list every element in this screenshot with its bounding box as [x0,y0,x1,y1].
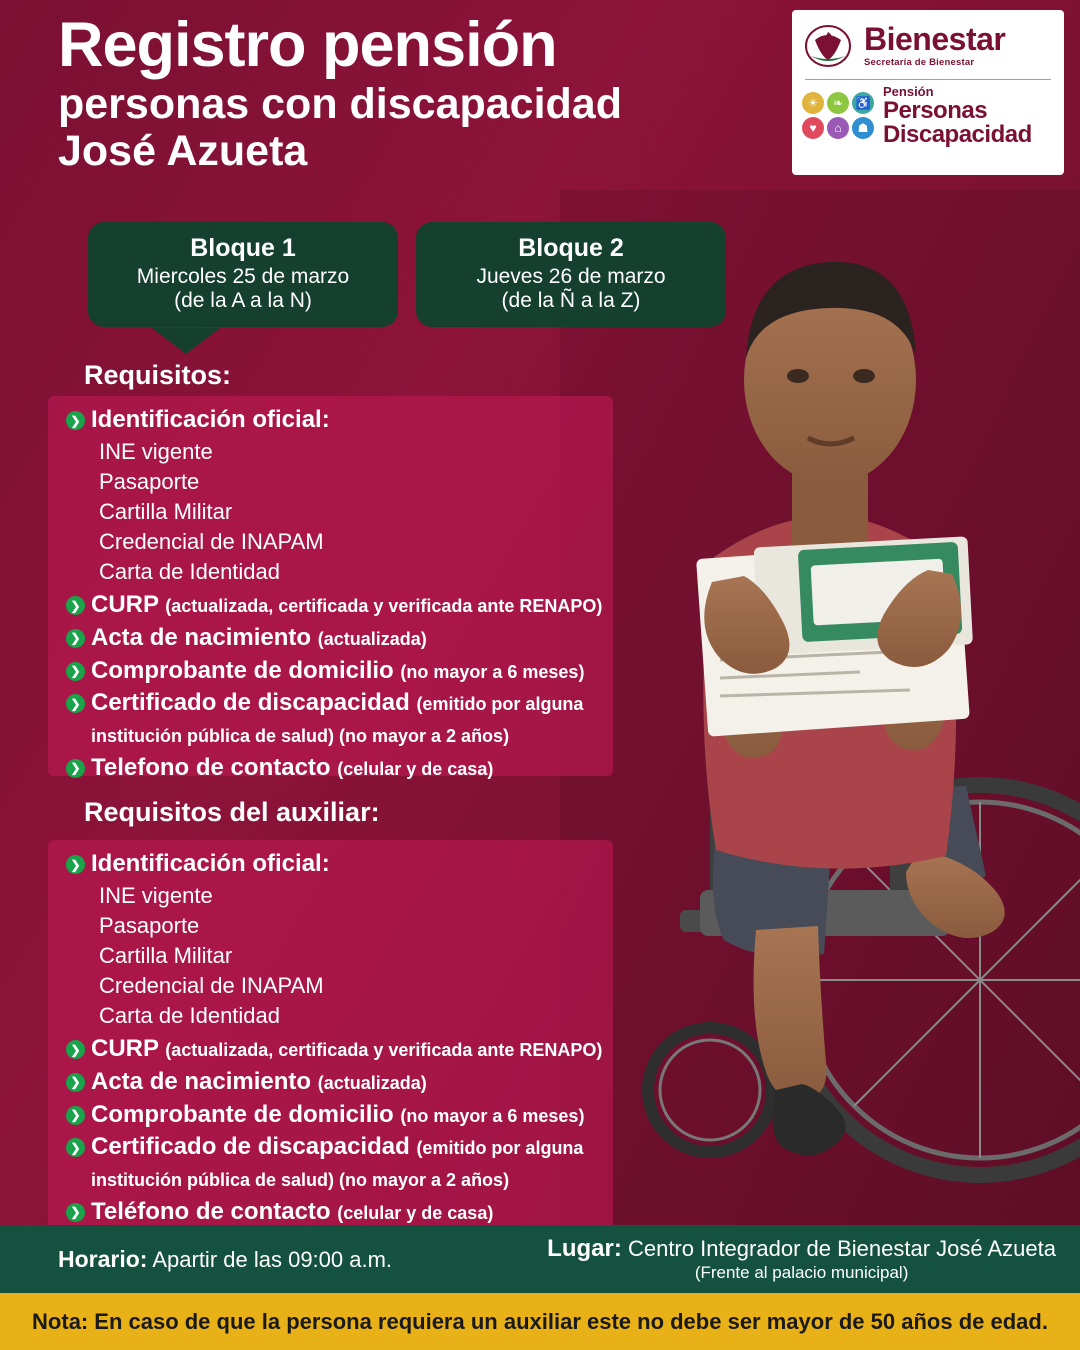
horario [58,1246,392,1273]
list-item [66,848,611,880]
list-item-label: CURP (actualizada, certificada y verificada ante RENAPO) [91,591,603,619]
list-item-note: (actualizada) [317,628,427,649]
pension-icons [802,92,874,139]
title-sub: personas con discapacidad [58,80,622,128]
list-item-note: (no mayor a 6 meses) [400,1105,585,1126]
list-item-note: (no mayor a 6 meses) [400,661,585,682]
logo-block [792,10,1064,175]
chevron-right-icon: ❯ [66,629,85,648]
requisitos-heading: Requisitos: [84,360,232,390]
list-item [66,1033,611,1065]
sub-list-item: Carta de Identidad [99,559,281,585]
home-icon: ⌂ [827,117,849,139]
list-item [66,1196,611,1228]
pension-text [883,84,1032,147]
sub-list-item: Credencial de INAPAM [99,973,324,999]
chevron-right-icon: ❯ [66,662,85,681]
nota-bar [0,1293,1080,1350]
list-item-note: (emitido por alguna institución pública de salud) (no mayor a 2 años) [91,694,584,746]
pension-line2: Discapacidad [883,121,1032,148]
sub-list-item: Pasaporte [99,468,200,494]
chevron-right-icon: ❯ [66,759,85,778]
title-main: Registro pensión [58,10,557,80]
list-item [66,1099,611,1131]
list-item [66,655,611,687]
chevron-right-icon: ❯ [66,694,85,713]
chevron-right-icon: ❯ [66,596,85,615]
list-item [66,1066,611,1098]
list-item-label: Teléfono de contacto (celular y de casa) [91,1197,494,1225]
pension-line1: Personas [883,97,988,124]
person-icon: ☗ [852,117,874,139]
sub-list-item: Credencial de INAPAM [99,529,324,555]
title-sub2: José Azueta [58,127,308,176]
lugar-note: (Frente al palacio municipal) [694,1263,909,1283]
block-2-range: (de la Ñ a la Z) [501,289,641,312]
logo-divider [805,79,1051,80]
list-item [66,1131,611,1194]
block-2 [416,222,726,327]
logo-secretaria-text: Secretaría de Bienestar [864,56,975,68]
list-item-label: Comprobante de domicilio (no mayor a 6 meses) [91,656,585,684]
person-photo [560,190,1080,1250]
block-2-date: Jueves 26 de marzo [476,265,666,288]
nota-text: En caso de que la persona requiera un auxiliar este no debe ser mayor de 50 años de edad. [94,1308,1048,1334]
logo-bienestar-text: Bienestar [864,20,1006,57]
list-item-label: Comprobante de domicilio (no mayor a 6 meses) [91,1100,585,1128]
sub-list-item: INE vigente [99,882,213,908]
list-item-label: Certificado de discapacidad (emitido por alguna institución pública de salud) (no mayor a 2 años) [91,1133,584,1190]
logo-text [864,20,1006,68]
lugar [547,1235,1056,1282]
wheelchair-icon: ♿ [852,92,874,114]
chevron-right-icon: ❯ [66,1138,85,1157]
block-1 [88,222,398,327]
list-item-label: CURP (actualizada, certificada y verificada ante RENAPO) [91,1035,603,1063]
requisitos-list [66,404,611,784]
list-item-label: Acta de nacimiento (actualizada) [91,623,427,651]
list-item [66,622,611,654]
block-1-date: Miercoles 25 de marzo [136,265,350,288]
chevron-right-icon: ❯ [66,1106,85,1125]
chevron-right-icon: ❯ [66,1040,85,1059]
chevron-right-icon: ❯ [66,1073,85,1092]
list-item [66,404,611,436]
requisitos-auxiliar-list [66,848,611,1228]
horario-value: Apartir de las 09:00 a.m. [147,1246,393,1272]
horario-label: Horario: [58,1245,148,1272]
sub-list-item: INE vigente [99,438,213,464]
sub-list-item: Cartilla Militar [99,498,233,524]
sub-list [99,881,611,1032]
footer-bar [0,1225,1080,1293]
chevron-right-icon: ❯ [66,1203,85,1222]
list-item-note: (celular y de casa) [337,1202,494,1223]
list-item-label: Telefono de contacto (celular y de casa) [91,753,494,781]
sun-icon: ☀ [802,92,824,114]
logo-pension-row [800,84,1056,147]
requisitos-auxiliar-heading: Requisitos del auxiliar: [84,797,380,827]
block-1-range: (de la A a la N) [174,289,312,312]
block-notch [152,328,220,354]
chevron-right-icon: ❯ [66,855,85,874]
blocks-row [88,222,726,327]
list-item-label: Identificación oficial: [91,406,330,433]
list-item-note: (emitido por alguna institución pública de salud) (no mayor a 2 años) [91,1138,584,1190]
sub-list-item: Cartilla Militar [99,942,233,968]
page-title [58,10,798,176]
list-item [66,687,611,750]
heart-icon: ♥ [802,117,824,139]
sub-list-item: Pasaporte [99,912,200,938]
list-item-label: Certificado de discapacidad (emitido por alguna institución pública de salud) (no mayor a 2 años) [91,689,584,746]
list-item-label: Acta de nacimiento (actualizada) [91,1067,427,1095]
list-item [66,752,611,784]
lugar-line [547,1235,1056,1263]
list-item-note: (celular y de casa) [337,758,494,779]
list-item-note: (actualizada) [317,1072,427,1093]
mexico-eagle-icon [800,16,856,74]
list-item-label: Identificación oficial: [91,850,330,877]
nota-label: Nota: [32,1308,89,1334]
leaf-icon: ❧ [827,92,849,114]
sub-list-item: Carta de Identidad [99,1003,281,1029]
block-1-title: Bloque 1 [190,234,296,262]
logo-bienestar-row [800,16,1056,74]
block-2-title: Bloque 2 [518,234,624,262]
lugar-value: Centro Integrador de Bienestar José Azueta [621,1236,1056,1262]
chevron-right-icon: ❯ [66,411,85,430]
photo-container [560,190,1080,1250]
list-item [66,589,611,621]
sub-list [99,437,611,588]
list-item-note: (actualizada, certificada y verificada ante RENAPO) [165,596,603,617]
pension-label: Pensión [883,84,934,99]
list-item-note: (actualizada, certificada y verificada ante RENAPO) [165,1040,603,1061]
lugar-label: Lugar: [547,1235,622,1263]
